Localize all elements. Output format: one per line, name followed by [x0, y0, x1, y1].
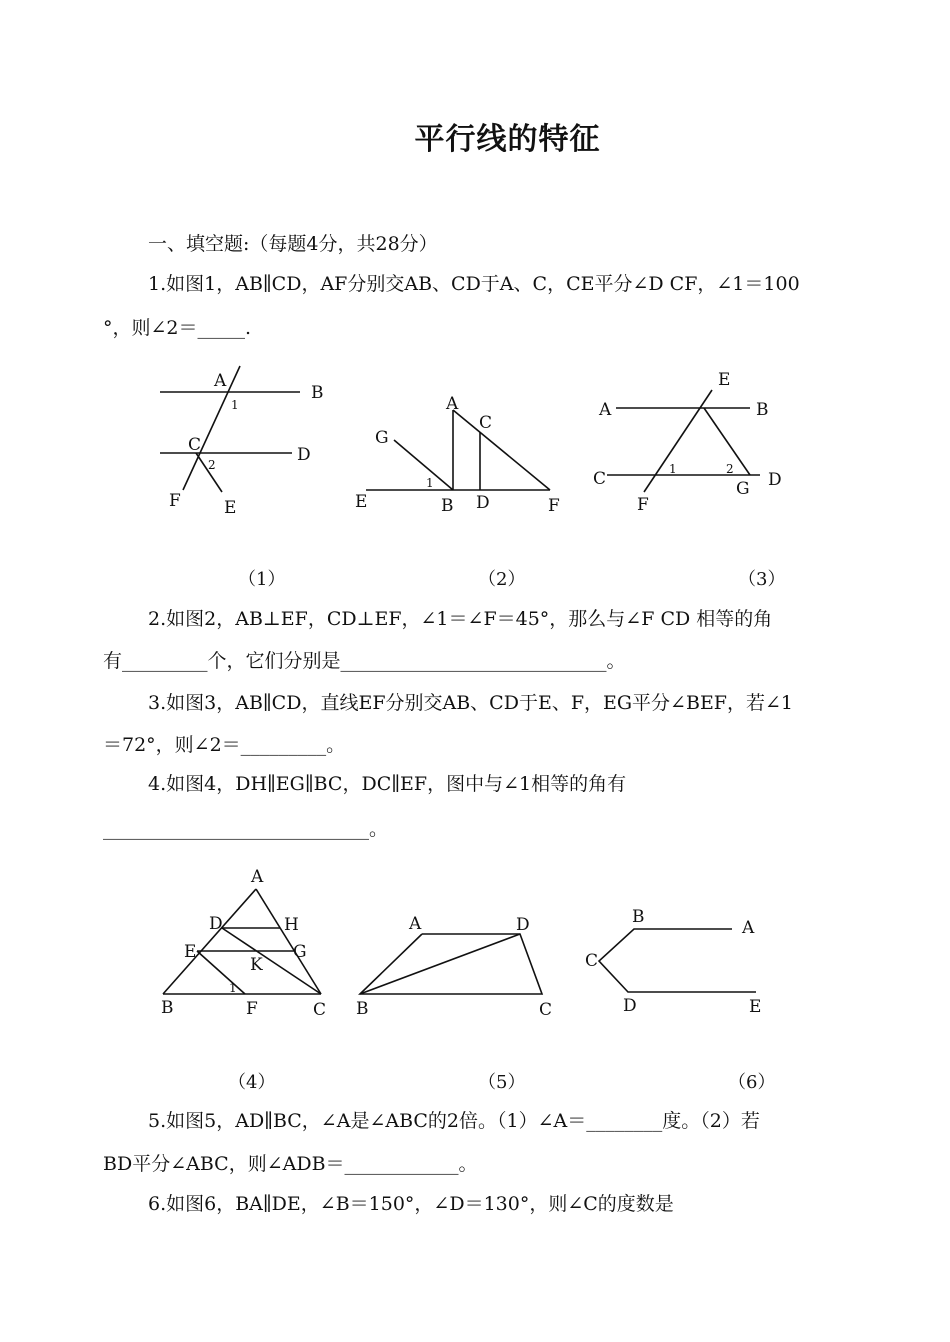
fig2-label-C: C [479, 413, 493, 433]
fig4-angle-1: 1 [229, 981, 237, 995]
fig5-label-A: A [409, 914, 422, 934]
question-6-line-1: 6.如图6，BA∥DE，∠B＝150°，∠D＝130°，则∠C的度数是 [148, 1193, 674, 1215]
fig1-angle-1: 1 [231, 398, 239, 412]
question-3-line-1: 3.如图3，AB∥CD，直线EF分别交AB、CD于E、F，EG平分∠BEF，若∠1 [148, 692, 793, 714]
fig6-label-C: C [585, 951, 599, 971]
question-4-line-1: 4.如图4，DH∥EG∥BC，DC∥EF，图中与∠1相等的角有 [148, 773, 627, 795]
fig1-label-F: F [169, 491, 181, 511]
fig4-label-C: C [313, 1000, 327, 1020]
fig1-label-E: E [224, 498, 237, 518]
fig5-label-B: B [356, 999, 369, 1019]
fig3-label-B: B [756, 400, 769, 420]
question-2-line-1: 2.如图2，AB⊥EF，CD⊥EF，∠1＝∠F＝45°，那么与∠F CD 相等的角 [148, 608, 773, 630]
fig4-label-E: E [184, 942, 197, 962]
fig6-label-E: E [749, 997, 762, 1017]
fig3-angle-2: 2 [726, 462, 734, 476]
fig1-label-A: A [214, 371, 227, 391]
fig3-label-E: E [718, 370, 731, 390]
fig4-label-A: A [251, 867, 264, 887]
fig2-angle-1: 1 [426, 476, 434, 490]
fig5-label-D: D [516, 915, 530, 935]
fig1-label-D: D [297, 445, 311, 465]
fig4-label-B: B [161, 998, 174, 1018]
fig1-label-B: B [311, 383, 324, 403]
caption-6: （6） [728, 1072, 776, 1093]
fig3-angle-1: 1 [669, 462, 677, 476]
fig3-label-G: G [736, 479, 750, 499]
fig4-label-D: D [209, 914, 223, 934]
caption-1: （1） [238, 569, 286, 590]
fig6-label-A: A [742, 918, 755, 938]
fig6-label-D: D [623, 996, 637, 1016]
section-heading: 一、填空题:（每题4分，共28分） [148, 233, 438, 255]
fig4-label-G: G [293, 942, 307, 962]
fig3-label-F: F [637, 495, 649, 515]
fig4-label-K: K [250, 955, 263, 975]
caption-5: （5） [478, 1072, 526, 1093]
question-1-line-2: °，则∠2＝_____. [103, 317, 252, 339]
caption-4: （4） [228, 1072, 276, 1093]
fig3-label-C: C [593, 469, 607, 489]
caption-3: （3） [738, 569, 786, 590]
fig2-label-A: A [446, 394, 459, 414]
question-2-line-2: 有_________个，它们分别是____________________________。 [103, 650, 626, 672]
fig2-label-B: B [441, 496, 454, 516]
question-3-line-2: ＝72°，则∠2＝_________。 [103, 734, 346, 756]
question-4-line-2: ____________________________。 [103, 818, 389, 840]
fig6-label-B: B [632, 907, 645, 927]
fig3-label-D: D [768, 470, 782, 490]
fig2-label-D: D [476, 493, 490, 513]
fig2-label-E: E [355, 492, 368, 512]
question-1-line-1: 1.如图1，AB∥CD，AF分别交AB、CD于A、C，CE平分∠D CF，∠1＝100 [148, 273, 800, 295]
fig3-label-A: A [599, 400, 612, 420]
fig1-label-C: C [188, 435, 202, 455]
fig2-label-F: F [548, 496, 560, 516]
fig5-label-C: C [539, 1000, 553, 1020]
fig4-label-H: H [284, 915, 299, 935]
fig2-label-G: G [375, 428, 389, 448]
page-title: 平行线的特征 [414, 122, 601, 157]
fig4-label-F: F [246, 999, 258, 1019]
fig1-angle-2: 2 [208, 458, 216, 472]
caption-2: （2） [478, 569, 526, 590]
question-5-line-1: 5.如图5，AD∥BC，∠A是∠ABC的2倍。（1）∠A＝________度。（2）若 [148, 1110, 760, 1132]
question-5-line-2: BD平分∠ABC，则∠ADB＝____________。 [103, 1153, 478, 1175]
